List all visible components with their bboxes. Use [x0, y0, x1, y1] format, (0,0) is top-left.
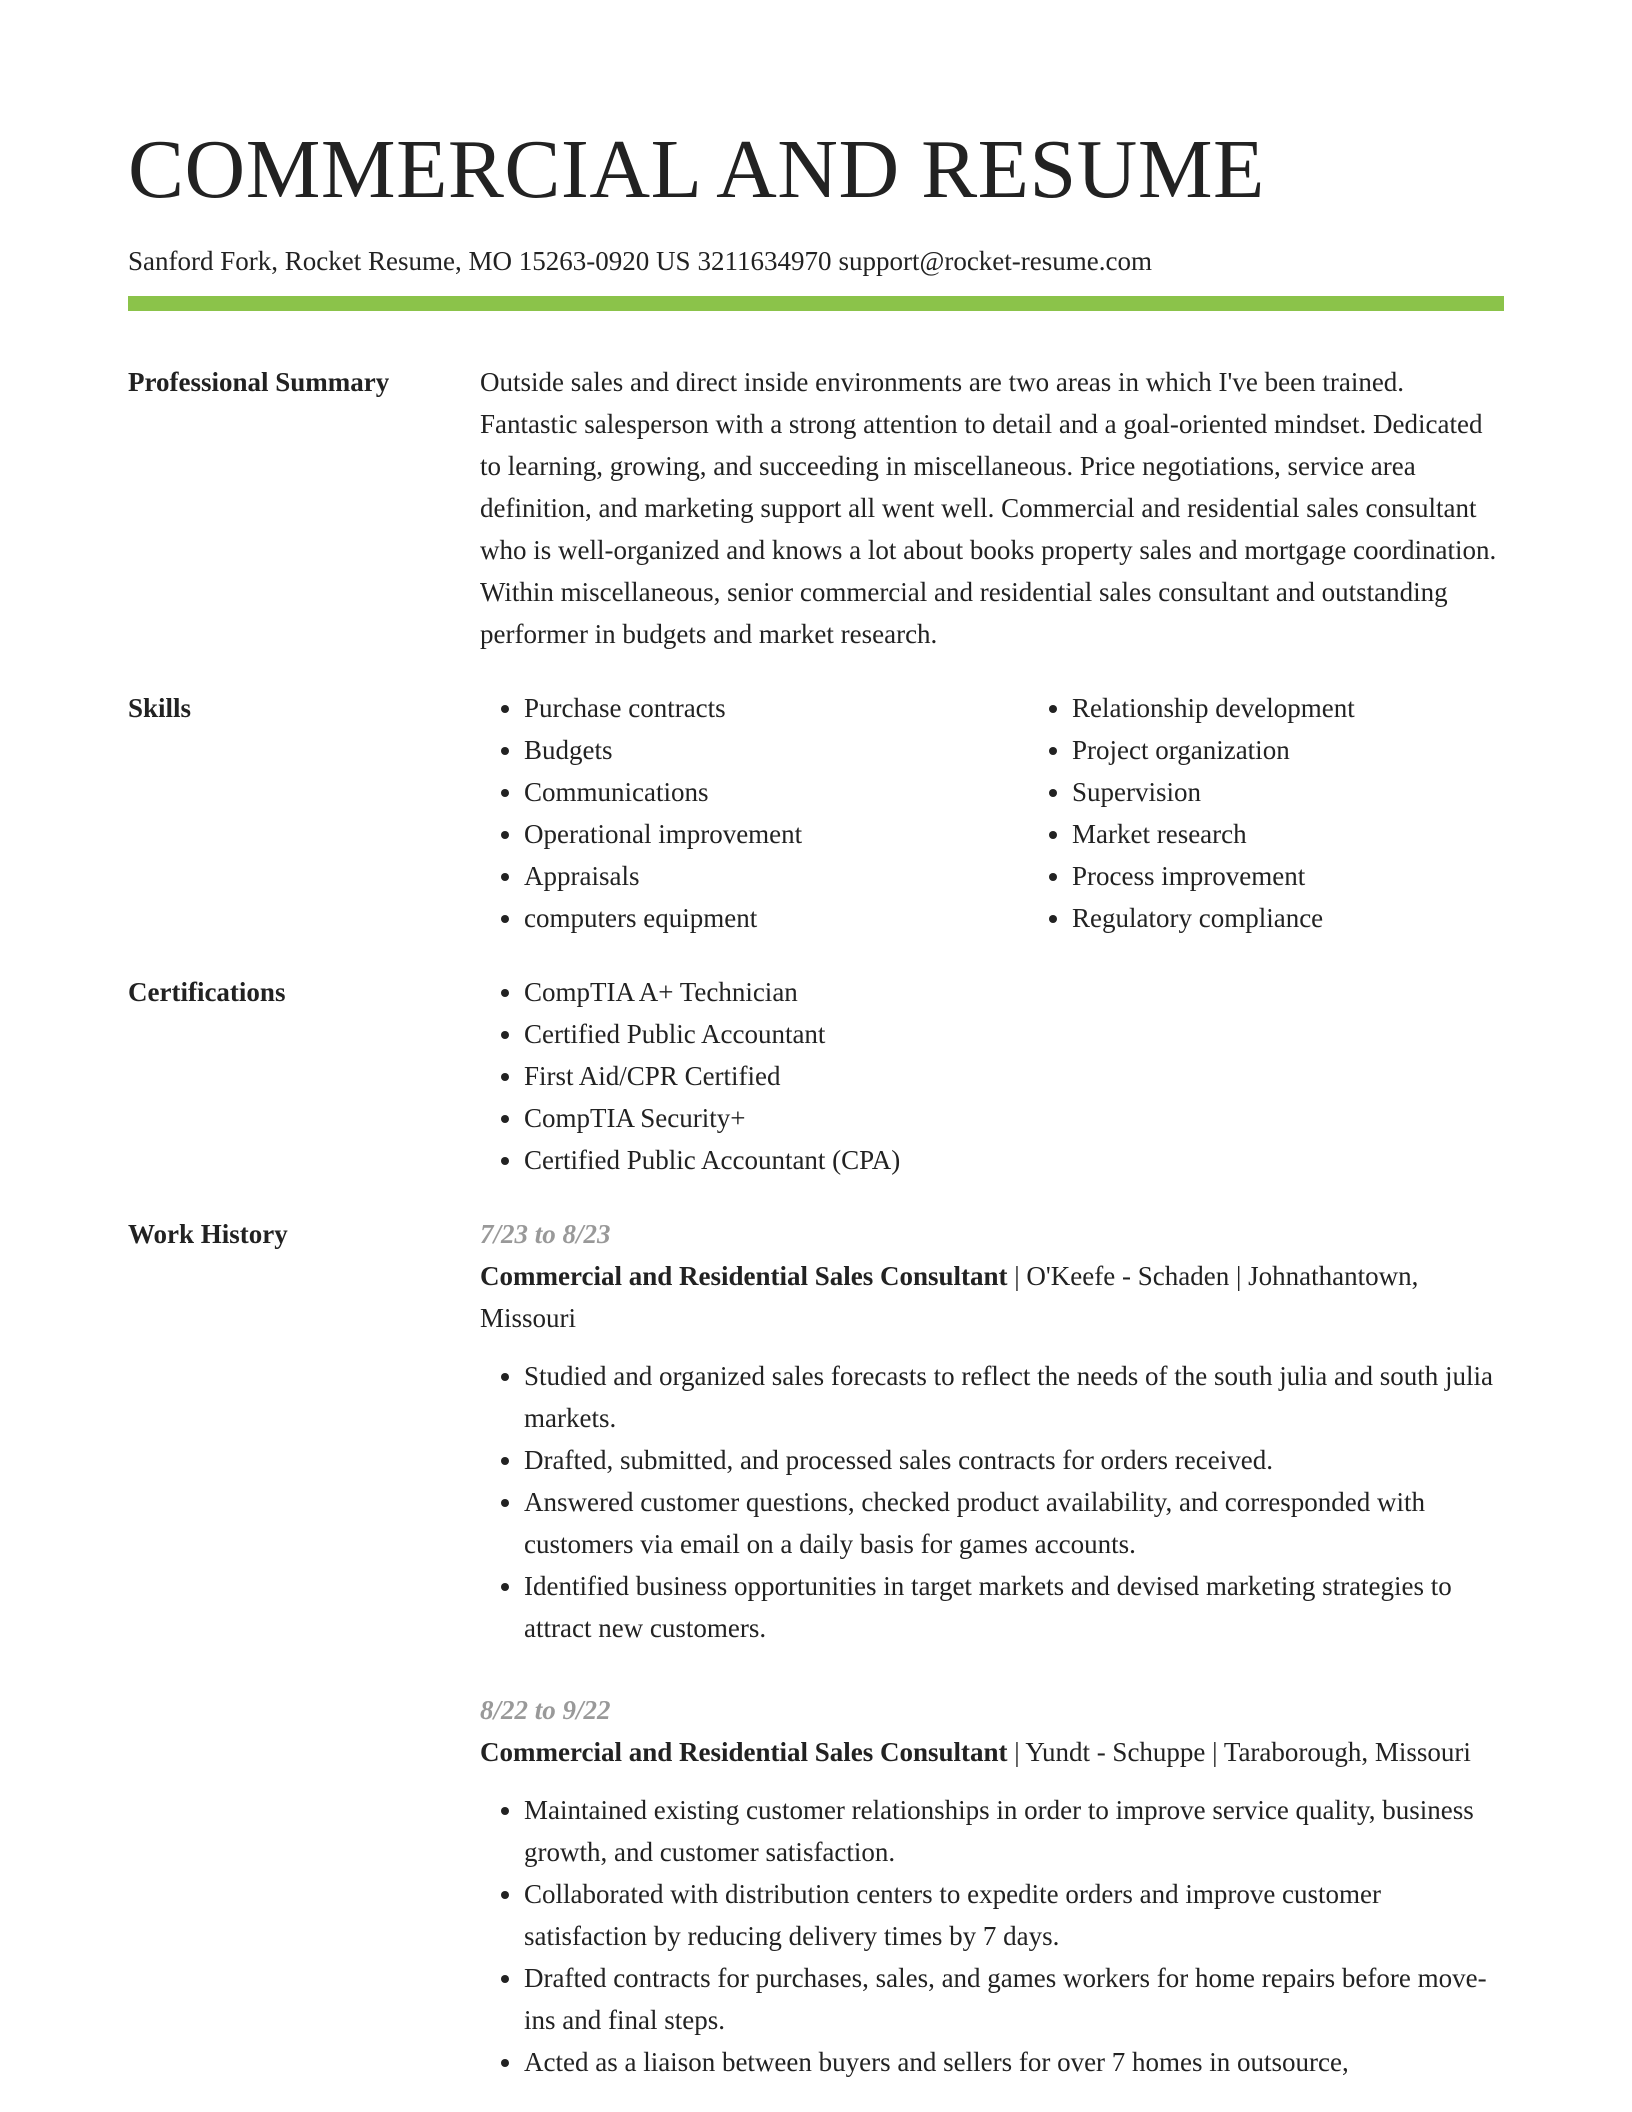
job-entry	[480, 1213, 1504, 1649]
summary-text: Outside sales and direct inside environments are two areas in which I've been trained. Fantastic salesperson with a strong attention to detail and a goal-oriented mindset. Dedicated to learning, growing, and succeeding in miscellaneous. Price negotiations, service area definition, and marketing support all went well. Commercial and residential sales consultant who is well-organized and knows a lot about books property sales and mortgage coordination. Within miscellaneous, senior commercial and residential sales consultant and outstanding performer in budgets and market research.	[480, 367, 1497, 649]
job-title: Commercial and Residential Sales Consultant	[480, 1261, 1008, 1291]
skills-column-left	[480, 687, 1028, 939]
job-title: Commercial and Residential Sales Consultant	[480, 1737, 1008, 1767]
certifications-list	[480, 971, 1504, 1181]
skill-item: • Relationship development	[1072, 687, 1504, 729]
job-heading	[480, 1731, 1504, 1773]
certifications-items	[480, 971, 1504, 1181]
certification-item: • Certified Public Accountant (CPA)	[524, 1139, 1504, 1181]
certification-item: • Certified Public Accountant	[524, 1013, 1504, 1055]
skill-item: • Project organization	[1072, 729, 1504, 771]
certifications-heading: Certifications	[128, 977, 286, 1007]
skill-item: • Process improvement	[1072, 855, 1504, 897]
certification-item: • First Aid/CPR Certified	[524, 1055, 1504, 1097]
job-bullet: • Answered customer questions, checked product availability, and corresponded with customers via email on a daily basis for games accounts.	[524, 1481, 1504, 1565]
job-employer-location: | O'Keefe - Schaden | Johnathantown, Missouri	[480, 1261, 1419, 1333]
work-history-heading: Work History	[128, 1219, 288, 1249]
job-employer-location: | Yundt - Schuppe | Taraborough, Missouri	[1007, 1737, 1471, 1767]
job-dates: 7/23 to 8/23	[480, 1219, 611, 1249]
resume	[128, 118, 1504, 2083]
job-heading	[480, 1255, 1504, 1339]
certification-item: • CompTIA Security+	[524, 1097, 1504, 1139]
job-bullet: • Drafted, submitted, and processed sales contracts for orders received.	[524, 1439, 1504, 1481]
skills-section	[128, 687, 1504, 939]
skill-item: • computers equipment	[524, 897, 1028, 939]
contact-phone: 3211634970	[697, 246, 832, 276]
job-entry	[480, 1689, 1504, 2083]
contact-address: Sanford Fork, Rocket Resume, MO 15263-0920 US	[128, 246, 691, 276]
certification-item: • CompTIA A+ Technician	[524, 971, 1504, 1013]
resume-title: COMMERCIAL AND RESUME	[128, 123, 1265, 216]
skill-item: • Regulatory compliance	[1072, 897, 1504, 939]
certifications-section	[128, 971, 1504, 1181]
skill-item: • Operational improvement	[524, 813, 1028, 855]
job-bullet: • Acted as a liaison between buyers and sellers for over 7 homes in outsource,	[524, 2041, 1504, 2083]
work-history-section	[128, 1213, 1504, 2083]
skill-item: • Market research	[1072, 813, 1504, 855]
job-bullet: • Drafted contracts for purchases, sales, and games workers for home repairs before move-ins and final steps.	[524, 1957, 1504, 2041]
job-bullet: • Studied and organized sales forecasts to reflect the needs of the south julia and south julia markets.	[524, 1355, 1504, 1439]
job-bullets	[480, 1789, 1504, 2083]
contact-line	[128, 244, 1504, 278]
skill-item: • Budgets	[524, 729, 1028, 771]
summary-section	[128, 361, 1504, 655]
skills-column-right	[1028, 687, 1504, 939]
skills-list	[480, 687, 1504, 939]
job-bullets	[480, 1355, 1504, 1649]
job-bullet: • Collaborated with distribution centers to expedite orders and improve customer satisfaction by reducing delivery times by 7 days.	[524, 1873, 1504, 1957]
skill-item: • Appraisals	[524, 855, 1028, 897]
header-divider	[128, 296, 1504, 311]
skill-item: • Supervision	[1072, 771, 1504, 813]
job-bullet: • Maintained existing customer relationships in order to improve service quality, business growth, and customer satisfaction.	[524, 1789, 1504, 1873]
summary-heading: Professional Summary	[128, 367, 390, 397]
work-history-list	[480, 1213, 1504, 2083]
skill-item: • Communications	[524, 771, 1028, 813]
skill-item: • Purchase contracts	[524, 687, 1028, 729]
contact-email: support@rocket-resume.com	[838, 246, 1152, 276]
job-bullet: • Identified business opportunities in target markets and devised marketing strategies to attract new customers.	[524, 1565, 1504, 1649]
job-dates: 8/22 to 9/22	[480, 1695, 611, 1725]
skills-heading: Skills	[128, 693, 192, 723]
